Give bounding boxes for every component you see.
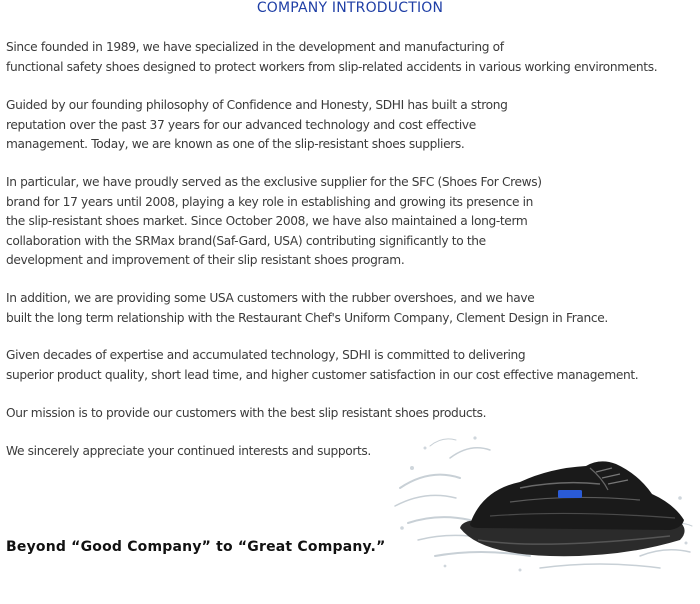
paragraph-founding [6, 38, 657, 77]
paragraph-overshoes [6, 289, 608, 328]
paragraph-line: development and improvement of their slip resistant shoes program. [6, 253, 405, 267]
paragraph-line: Since founded in 1989, we have specialized in the development and manufacturing of [6, 40, 504, 54]
page-title: COMPANY INTRODUCTION [256, 0, 444, 16]
paragraph-commitment [6, 346, 638, 385]
paragraph-line: built the long term relationship with the Restaurant Chef's Uniform Company, Clement Design in France. [6, 310, 608, 325]
paragraph-line: functional safety shoes designed to protect workers from slip-related accidents in various working environments. [6, 59, 658, 74]
brand-logo-icon [558, 490, 582, 498]
paragraph-mission [6, 404, 486, 424]
paragraph-sfc-history [6, 173, 542, 271]
paragraph-line: We sincerely appreciate your continued interests and supports. [6, 444, 371, 458]
paragraph-line: reputation over the past 37 years for our advanced technology and cost effective [6, 117, 476, 132]
paragraph-line: superior product quality, short lead time, and higher customer satisfaction in our cost effective management. [6, 367, 639, 382]
paragraph-thanks [6, 442, 371, 462]
paragraph-philosophy [6, 96, 508, 155]
paragraph-line: In particular, we have proudly served as the exclusive supplier for the SFC (Shoes For Crews) [6, 175, 542, 189]
paragraph-line: Given decades of expertise and accumulated technology, SDHI is committed to delivering [6, 348, 526, 362]
paragraph-line: collaboration with the SRMax brand(Saf-Gard, USA) contributing significantly to the [6, 233, 486, 248]
shoe-splash-icon [390, 428, 694, 574]
paragraph-line: In addition, we are providing some USA customers with the rubber overshoes, and we have [6, 291, 535, 305]
paragraph-line: Our mission is to provide our customers with the best slip resistant shoes products. [6, 406, 487, 420]
paragraph-line: management. Today, we are known as one of the slip-resistant shoes suppliers. [6, 137, 465, 151]
paragraph-line: the slip-resistant shoes market. Since October 2008, we have also maintained a long-term [6, 214, 528, 228]
company-slogan: Beyond “Good Company” to “Great Company.” [6, 539, 386, 555]
paragraph-line: Guided by our founding philosophy of Confidence and Honesty, SDHI has built a strong [6, 98, 508, 112]
paragraph-line: brand for 17 years until 2008, playing a key role in establishing and growing its presence in [6, 194, 534, 209]
